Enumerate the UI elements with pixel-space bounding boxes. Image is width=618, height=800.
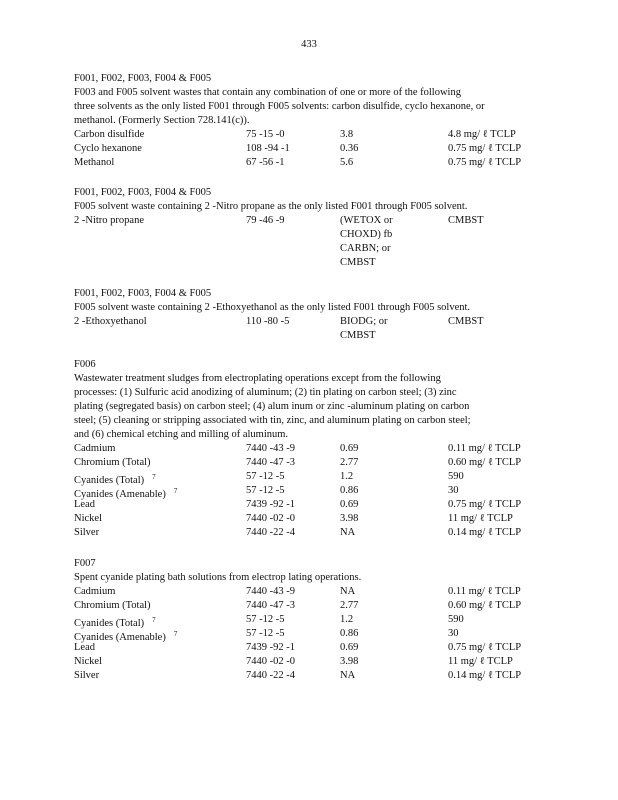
footnote-marker: 7: [152, 616, 156, 624]
constituent-name: Lead: [74, 642, 95, 653]
wastewater-standard: [340, 315, 388, 343]
wastewater-standard: 2.77: [340, 457, 359, 468]
nonwastewater-standard: 0.14 mg/ ℓ TCLP: [448, 527, 522, 538]
constituent-name: Carbon disulfide: [74, 129, 145, 140]
wastewater-line: CHOXD) fb: [340, 229, 393, 240]
cas-number: 108 -94 -1: [246, 143, 290, 154]
cas-number: 7440 -43 -9: [246, 586, 295, 597]
constituent-name: Cadmium: [74, 443, 116, 454]
table-row: [74, 669, 540, 683]
description-line: steel; (5) cleaning or stripping associated with tin, zinc, and aluminum plating on carbon steel;: [74, 415, 471, 426]
wastewater-line: CARBN; or: [340, 243, 391, 254]
constituent-name: Chromium (Total): [74, 457, 151, 468]
section-f006: [74, 358, 540, 540]
cas-number: 110 -80 -5: [246, 316, 290, 327]
wastewater-standard: 3.98: [340, 513, 359, 524]
table-row: [74, 512, 540, 526]
table-row: [74, 456, 540, 470]
cas-number: 7440 -02 -0: [246, 513, 295, 524]
description-line: F005 solvent waste containing 2 -Ethoxyethanol as the only listed F001 through F005 solvent.: [74, 302, 471, 313]
description-line: methanol. (Formerly Section 728.141(c)).: [74, 115, 250, 126]
cas-number: 7440 -22 -4: [246, 527, 295, 538]
cas-number: 57 -12 -5: [246, 628, 285, 639]
constituent-name: Silver: [74, 670, 100, 681]
section-ethoxyethanol: [74, 287, 540, 343]
nonwastewater-standard: 0.75 mg/ ℓ TCLP: [448, 157, 522, 168]
table-row: [74, 627, 540, 641]
cas-number: 75 -15 -0: [246, 129, 285, 140]
description-line: F005 solvent waste containing 2 -Nitro propane as the only listed F001 through F005 solvent.: [74, 201, 468, 212]
nonwastewater-standard: 590: [448, 614, 464, 625]
cas-number: 7439 -92 -1: [246, 642, 295, 653]
constituent-name: Lead: [74, 499, 95, 510]
constituent-name: Nickel: [74, 656, 102, 667]
table-row: [74, 585, 540, 599]
cas-number: 7440 -47 -3: [246, 457, 295, 468]
wastewater-standard: NA: [340, 670, 356, 681]
wastewater-standard: 0.36: [340, 143, 359, 154]
table-row: [74, 526, 540, 540]
nonwastewater-standard: 590: [448, 471, 464, 482]
table-row: [74, 599, 540, 613]
wastewater-line: CMBST: [340, 330, 376, 341]
table-row: [74, 156, 540, 170]
wastewater-standard: 3.8: [340, 129, 354, 140]
cas-number: 7440 -22 -4: [246, 670, 295, 681]
table-row: [74, 498, 540, 512]
table-row: [74, 315, 540, 343]
wastewater-standard: 2.77: [340, 600, 359, 611]
constituent-name: Cadmium: [74, 586, 116, 597]
wastewater-line: CMBST: [340, 257, 376, 268]
nonwastewater-standard: 0.14 mg/ ℓ TCLP: [448, 670, 522, 681]
constituent-name: Chromium (Total): [74, 600, 151, 611]
nonwastewater-standard: 0.11 mg/ ℓ TCLP: [448, 586, 521, 597]
waste-codes: F006: [74, 359, 96, 370]
constituent-name: 2 -Ethoxyethanol: [74, 316, 147, 327]
wastewater-standard: 0.69: [340, 443, 359, 454]
wastewater-standard: 0.69: [340, 642, 359, 653]
table-row: [74, 470, 540, 484]
table-row: [74, 613, 540, 627]
table-row: [74, 214, 540, 270]
waste-codes: F007: [74, 558, 96, 569]
description-line: processes: (1) Sulfuric acid anodizing of aluminum; (2) tin plating on carbon steel; (3) zinc: [74, 387, 457, 398]
wastewater-standard: 3.98: [340, 656, 359, 667]
wastewater-line: BIODG; or: [340, 316, 388, 327]
nonwastewater-standard: 0.75 mg/ ℓ TCLP: [448, 642, 522, 653]
section-f007: [74, 557, 540, 683]
waste-codes: F001, F002, F003, F004 & F005: [74, 288, 212, 299]
nonwastewater-standard: 0.60 mg/ ℓ TCLP: [448, 457, 522, 468]
description-line: and (6) chemical etching and milling of aluminum.: [74, 429, 289, 440]
nonwastewater-standard: 30: [448, 628, 459, 639]
constituent-label: Cyanides (Amenable): [74, 489, 166, 500]
table-row: [74, 655, 540, 669]
wastewater-line: (WETOX or: [340, 215, 393, 226]
nonwastewater-standard: CMBST: [448, 215, 484, 226]
table-row: [74, 442, 540, 456]
cas-number: 7439 -92 -1: [246, 499, 295, 510]
constituent-label: Cyanides (Total): [74, 618, 145, 629]
constituent-name: Cyclo hexanone: [74, 143, 142, 154]
table-row: [74, 641, 540, 655]
constituent-label: Cyanides (Amenable): [74, 632, 166, 643]
page-number: 433: [301, 39, 317, 50]
constituent-name: Nickel: [74, 513, 102, 524]
cas-number: 79 -46 -9: [246, 215, 285, 226]
constituent-name: Methanol: [74, 157, 115, 168]
description-line: Wastewater treatment sludges from electroplating operations except from the following: [74, 373, 441, 384]
nonwastewater-standard: 0.60 mg/ ℓ TCLP: [448, 600, 522, 611]
table-row: [74, 484, 540, 498]
wastewater-standard: 5.6: [340, 157, 354, 168]
constituent-label: Cyanides (Total): [74, 475, 145, 486]
wastewater-standard: [340, 214, 393, 270]
cas-number: 57 -12 -5: [246, 614, 285, 625]
wastewater-standard: NA: [340, 527, 356, 538]
nonwastewater-standard: 0.75 mg/ ℓ TCLP: [448, 499, 522, 510]
nonwastewater-standard: 30: [448, 485, 459, 496]
description-line: three solvents as the only listed F001 through F005 solvents: carbon disulfide, cyclo hexanone, or: [74, 101, 485, 112]
cas-number: 7440 -43 -9: [246, 443, 295, 454]
constituent-name: Silver: [74, 527, 100, 538]
cas-number: 7440 -02 -0: [246, 656, 295, 667]
section-f001-f005-solvents: [74, 72, 540, 170]
constituent-name: 2 -Nitro propane: [74, 215, 144, 226]
table-row: [74, 142, 540, 156]
nonwastewater-standard: CMBST: [448, 316, 484, 327]
wastewater-standard: NA: [340, 586, 356, 597]
cas-number: 7440 -47 -3: [246, 600, 295, 611]
wastewater-standard: 0.69: [340, 499, 359, 510]
description-line: plating (segregated basis) on carbon steel; (4) alum inum or zinc -aluminum plating on carbon: [74, 401, 470, 412]
wastewater-standard: 1.2: [340, 614, 354, 625]
wastewater-standard: 0.86: [340, 485, 359, 496]
table-row: [74, 128, 540, 142]
cas-number: 57 -12 -5: [246, 471, 285, 482]
footnote-marker: 7: [173, 487, 178, 495]
cas-number: 67 -56 -1: [246, 157, 285, 168]
wastewater-standard: 1.2: [340, 471, 354, 482]
nonwastewater-standard: 4.8 mg/ ℓ TCLP: [448, 129, 516, 140]
nonwastewater-standard: 0.11 mg/ ℓ TCLP: [448, 443, 521, 454]
footnote-marker: 7: [173, 630, 178, 638]
cas-number: 57 -12 -5: [246, 485, 285, 496]
nonwastewater-standard: 0.75 mg/ ℓ TCLP: [448, 143, 522, 154]
description-line: Spent cyanide plating bath solutions from electrop lating operations.: [74, 572, 362, 583]
description-line: F003 and F005 solvent wastes that contain any combination of one or more of the following: [74, 87, 461, 98]
wastewater-standard: 0.86: [340, 628, 359, 639]
waste-codes: F001, F002, F003, F004 & F005: [74, 73, 212, 84]
waste-codes: F001, F002, F003, F004 & F005: [74, 187, 212, 198]
footnote-marker: 7: [152, 473, 156, 481]
nonwastewater-standard: 11 mg/ ℓ TCLP: [448, 656, 513, 667]
nonwastewater-standard: 11 mg/ ℓ TCLP: [448, 513, 513, 524]
section-nitropropane: [74, 186, 540, 270]
